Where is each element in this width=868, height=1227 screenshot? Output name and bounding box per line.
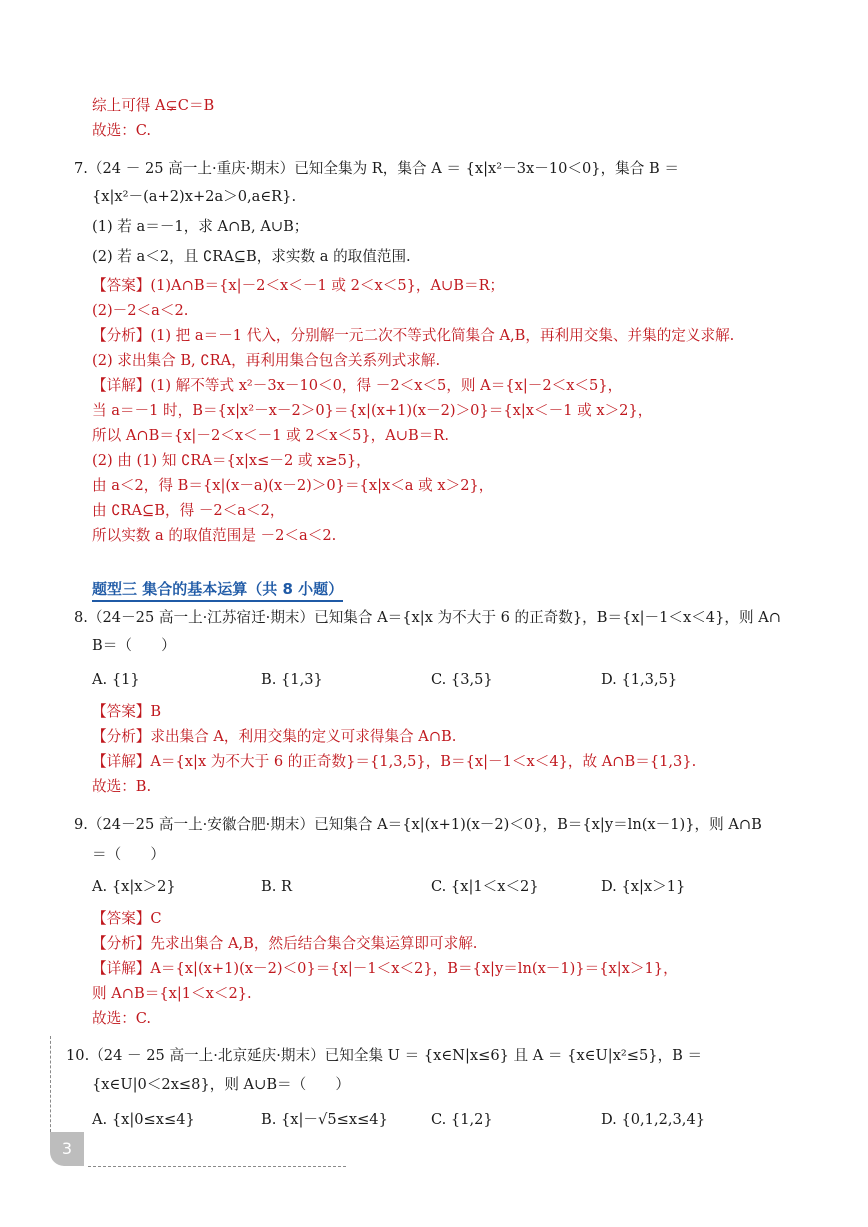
page-margin-dashed-line: [50, 1036, 51, 1132]
q8-stem-line1: 8.（24－25 高一上·江苏宿迁·期末）已知集合 A＝{x|x 为不大于 6 的正奇数}，B＝{x|－1＜x＜4}，则 A∩: [74, 609, 781, 626]
q7-stem-line1: 7.（24 － 25 高一上·重庆·期末）已知全集为 R，集合 A ＝ {x|x²－3x－10＜0}，集合 B ＝: [74, 160, 679, 177]
q10-option-c: C. {1,2}: [431, 1111, 493, 1128]
q7-detail-line2: 当 a＝－1 时，B＝{x|x²－x－2＞0}＝{x|(x+1)(x－2)＞0}＝{x|x＜－1 或 x＞2}，: [92, 402, 653, 419]
q7-detail-line7: 所以实数 a 的取值范围是 －2＜a＜2.: [92, 527, 337, 544]
q9-stem-line2: ＝（ ）: [92, 846, 165, 863]
conclusion-line: 综上可得 A⊊C＝B: [92, 97, 215, 114]
q8-answer: 【答案】B: [92, 703, 162, 720]
q8-option-d: D. {1,3,5}: [601, 671, 678, 688]
section-heading: 题型三 集合的基本运算（共 8 小题）: [92, 578, 343, 602]
q10-stem-line1: 10.（24 － 25 高一上·北京延庆·期末）已知全集 U ＝ {x∈N|x≤6} 且 A ＝ {x∈U|x²≤5}，B ＝: [66, 1047, 703, 1064]
q8-analysis: 【分析】求出集合 A，利用交集的定义可求得集合 A∩B.: [92, 728, 457, 745]
q9-detail-line1: 【详解】A＝{x|(x+1)(x－2)＜0}＝{x|－1＜x＜2}，B＝{x|y＝ln(x－1)}＝{x|x＞1}，: [92, 960, 678, 977]
q7-detail-line4: (2) 由 (1) 知 ∁RA＝{x|x≤－2 或 x≥5}，: [92, 452, 371, 469]
q10-option-b: B. {x|－√5≤x≤4}: [261, 1111, 388, 1128]
q10-option-a: A. {x|0≤x≤4}: [92, 1111, 195, 1128]
q9-option-d: D. {x|x＞1}: [601, 878, 686, 895]
q7-detail-line6: 由 ∁RA⊆B，得 －2＜a＜2，: [92, 502, 285, 519]
q9-stem-line1: 9.（24－25 高一上·安徽合肥·期末）已知集合 A＝{x|(x+1)(x－2)＜0}，B＝{x|y＝ln(x－1)}，则 A∩B: [74, 816, 762, 833]
q10-option-d: D. {0,1,2,3,4}: [601, 1111, 706, 1128]
page-number-badge: [50, 1132, 84, 1166]
q7-analysis-line2: (2) 求出集合 B, ∁RA，再利用集合包含关系列式求解.: [92, 352, 441, 369]
page-number: 3: [61, 1139, 73, 1158]
q7-answer-line1: 【答案】(1)A∩B＝{x|－2＜x＜－1 或 2＜x＜5}，A∪B＝R；: [92, 277, 505, 294]
q7-stem-line2: {x|x²－(a+2)x+2a＞0,a∈R}.: [92, 188, 297, 205]
choice-line: 故选：C.: [92, 122, 152, 139]
q7-detail-line3: 所以 A∩B＝{x|－2＜x＜－1 或 2＜x＜5}，A∪B＝R.: [92, 427, 449, 444]
q8-detail: 【详解】A＝{x|x 为不大于 6 的正奇数}＝{1,3,5}，B＝{x|－1＜x＜4}，故 A∩B＝{1,3}.: [92, 753, 697, 770]
q9-answer: 【答案】C: [92, 910, 162, 927]
q8-choice: 故选：B.: [92, 778, 152, 795]
q7-analysis-line1: 【分析】(1) 把 a＝－1 代入，分别解一元二次不等式化简集合 A,B，再利用交集、并集的定义求解.: [92, 327, 735, 344]
q8-option-a: A. {1}: [92, 671, 140, 688]
q8-option-b: B. {1,3}: [261, 671, 323, 688]
q7-detail-line1: 【详解】(1) 解不等式 x²－3x－10＜0，得 －2＜x＜5，则 A＝{x|－2＜x＜5}，: [92, 377, 623, 394]
q7-part2: (2) 若 a＜2，且 ∁RA⊆B，求实数 a 的取值范围.: [92, 248, 411, 265]
q9-option-a: A. {x|x＞2}: [92, 878, 176, 895]
footer-dashed-line: [88, 1166, 346, 1167]
q8-option-c: C. {3,5}: [431, 671, 493, 688]
q9-detail-line2: 则 A∩B＝{x|1＜x＜2}.: [92, 985, 252, 1002]
q9-choice: 故选：C.: [92, 1010, 152, 1027]
q9-option-c: C. {x|1＜x＜2}: [431, 878, 539, 895]
q7-part1: (1) 若 a＝－1，求 A∩B, A∪B；: [92, 218, 309, 235]
q8-stem-line2: B＝（ ）: [92, 637, 176, 654]
q9-analysis: 【分析】先求出集合 A,B，然后结合集合交集运算即可求解.: [92, 935, 478, 952]
q9-option-b: B. R: [261, 878, 292, 895]
q7-answer-line2: (2)－2＜a＜2.: [92, 302, 189, 319]
q7-detail-line5: 由 a＜2，得 B＝{x|(x－a)(x－2)＞0}＝{x|x＜a 或 x＞2}，: [92, 477, 494, 494]
q10-stem-line2: {x∈U|0＜2x≤8}，则 A∪B＝（ ）: [92, 1076, 351, 1093]
